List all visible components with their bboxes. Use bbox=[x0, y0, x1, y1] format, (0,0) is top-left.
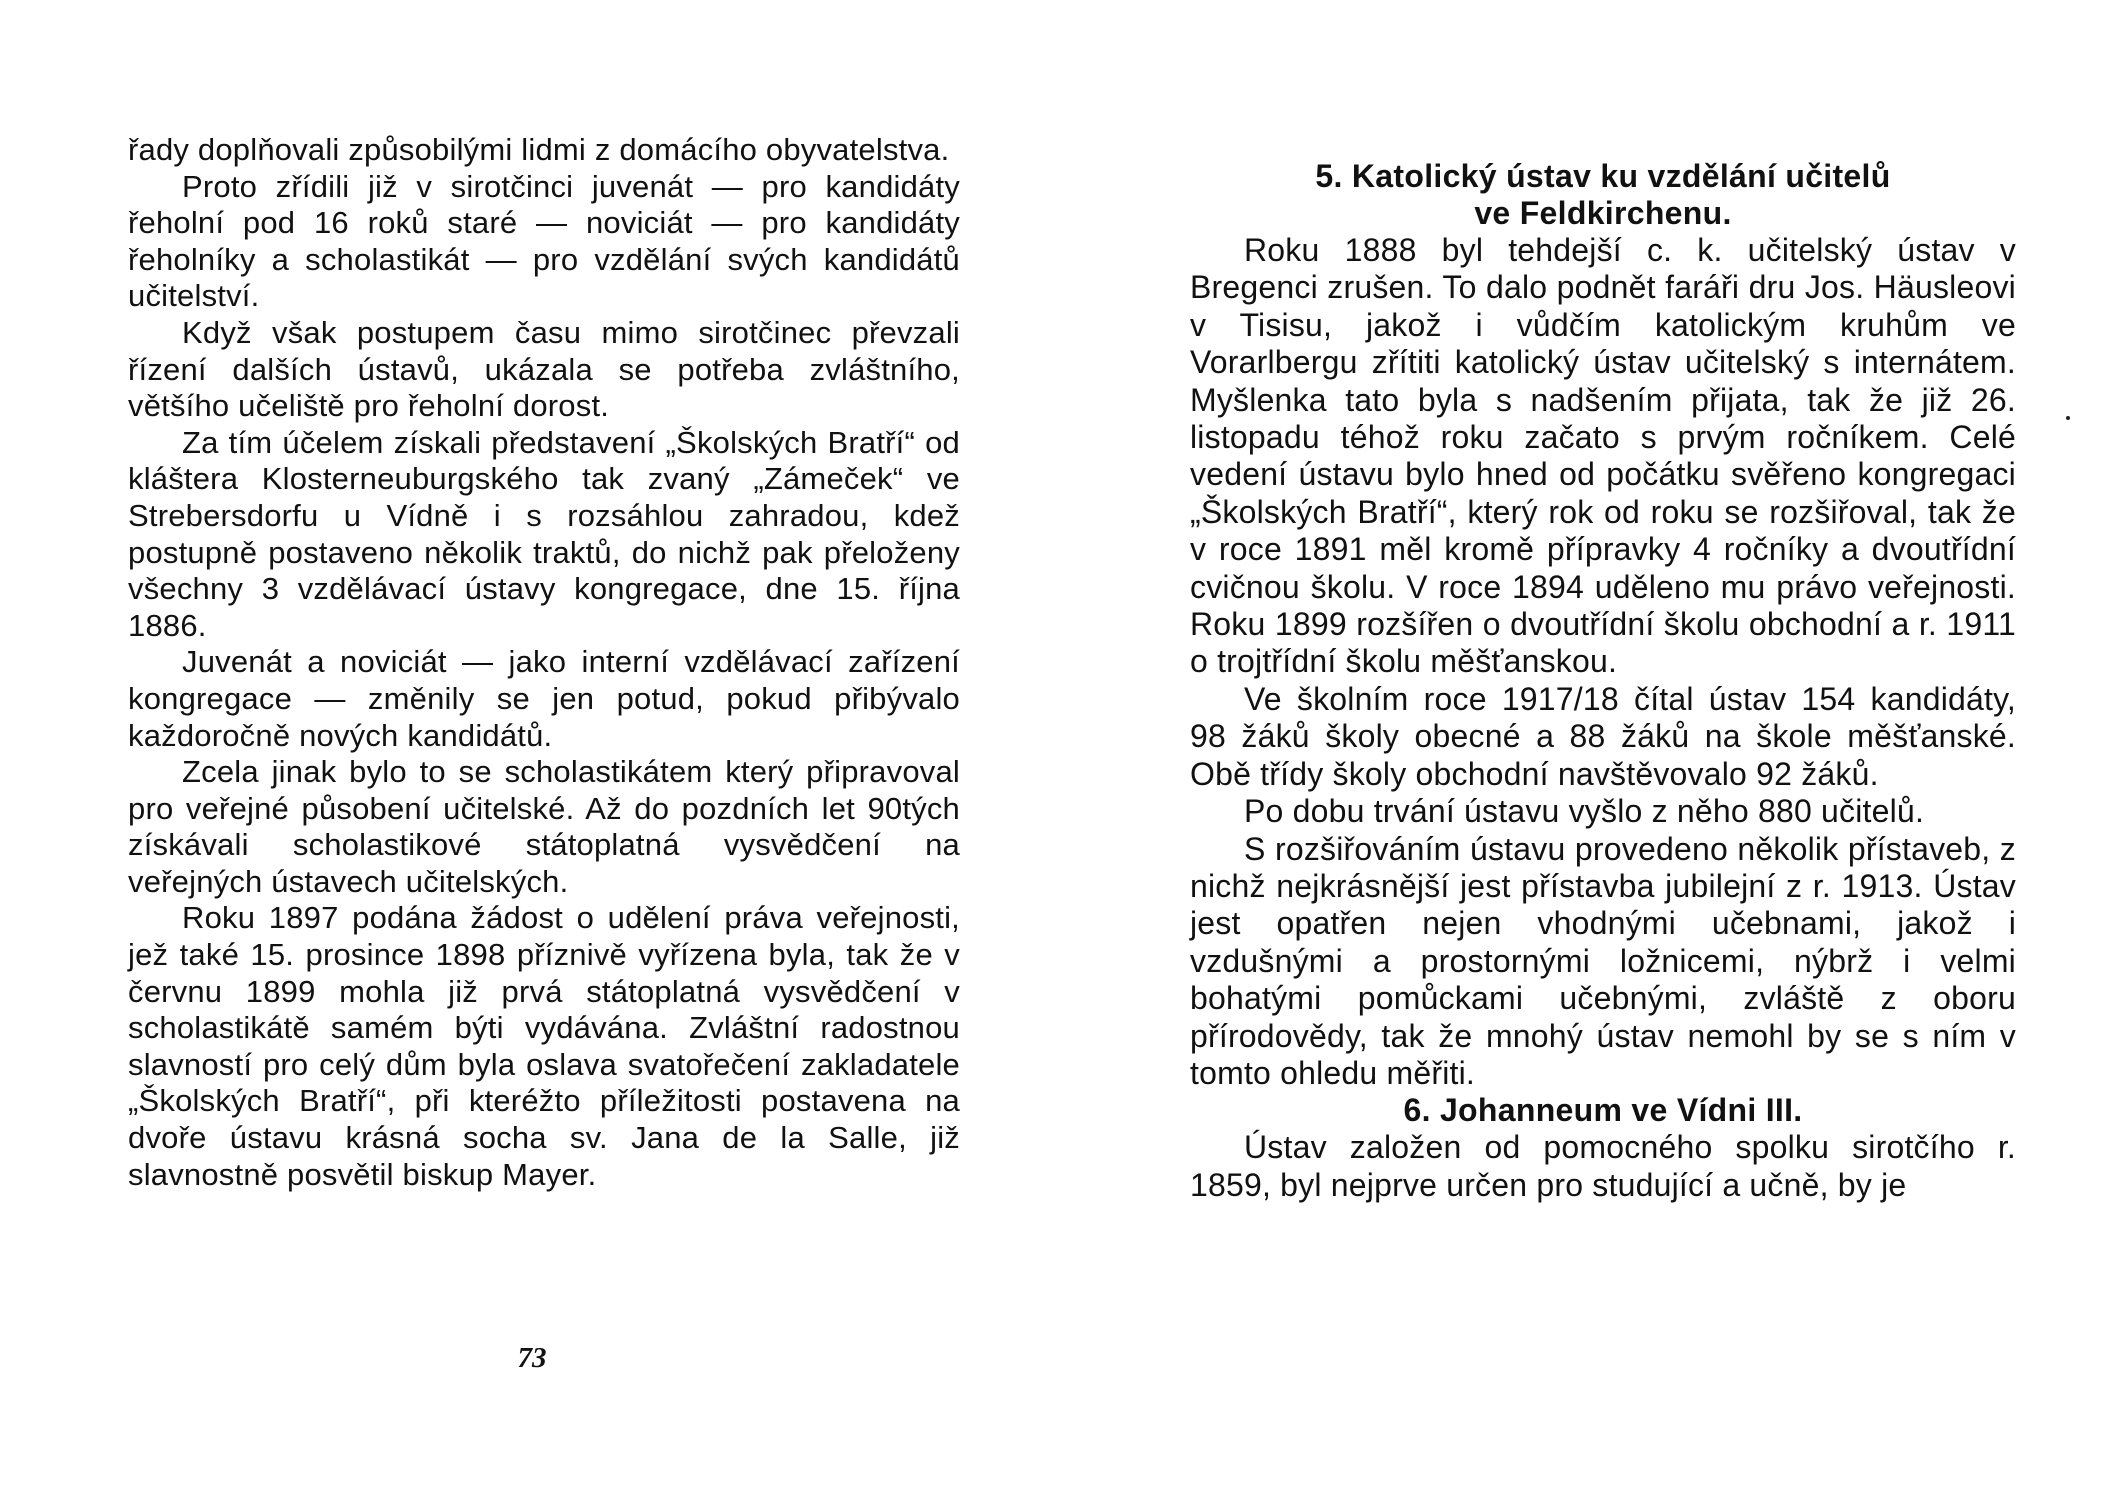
section-5-heading-line-1: 5. Katolický ústav ku vzdělání učitelů bbox=[1315, 158, 1891, 194]
right-page-text bbox=[1190, 158, 2016, 1204]
left-paragraph-7: Roku 1897 podána žádost o udělení práva veřejnosti, jež také 15. prosince 1898 příznivě vyřízena byla, tak že v červnu 1899 mohla již prvá státoplatná vysvědčení v scholastikátě samém býti vydávána. Zvláštní radostnou slavností pro celý dům byla oslava svatořečení zakladatele „Školských Bratří“, při kteréžto příležitosti postavena na dvoře ústavu krásná socha sv. Jana de la Salle, již slavnostně posvětil biskup Mayer. bbox=[128, 900, 960, 1192]
section-5-heading bbox=[1190, 158, 2016, 232]
left-paragraph-5: Juvenát a noviciát — jako interní vzdělávací zařízení kongregace — změnily se jen potud, pokud přibývalo každoročně nových kandidátů. bbox=[128, 644, 960, 753]
left-paragraph-4: Za tím účelem získali představení „Školských Bratří“ od kláštera Klosterneuburgského tak zvaný „Zámeček“ ve Strebersdorfu u Vídně i s rozsáhlou zahradou, kdež postupně postaveno několik traktů, do nichž pak přeloženy všechny 3 vzdělávací ústavy kongregace, dne 15. října 1886. bbox=[128, 424, 960, 643]
section-6-paragraph-1: Ústav založen od pomocného spolku sirotčího r. 1859, byl nejprve určen pro studující a učně, by je bbox=[1190, 1129, 2016, 1203]
left-paragraph-2: Proto zřídili již v sirotčinci juvenát — pro kandidáty řeholní pod 16 roků staré — noviciát — pro kandidáty řeholníky a scholastikát — pro vzdělání svých kandidátů učitelství. bbox=[128, 168, 960, 314]
print-speck bbox=[2066, 416, 2070, 420]
left-page-text bbox=[128, 132, 960, 1193]
page-number: 73 bbox=[517, 1342, 547, 1374]
left-paragraph-1: řady doplňovali způsobilými lidmi z domácího obyvatelstva. bbox=[128, 132, 950, 167]
section-6-heading: 6. Johanneum ve Vídni III. bbox=[1403, 1092, 1803, 1129]
left-paragraph-3: Když však postupem času mimo sirotčinec převzali řízení dalších ústavů, ukázala se potřeba zvláštního, většího učeliště pro řeholní dorost. bbox=[128, 314, 960, 424]
section-5-paragraph-1: Roku 1888 byl tehdejší c. k. učitelský ústav v Bregenci zrušen. To dalo podnět faráři dru Jos. Häusleovi v Tisisu, jakož i vůdčím katolickým kruhům ve Vorarlbergu zřítiti katolický ústav učitelský s internátem. Myšlenka tato byla s nadšením přijata, tak že již 26. listopadu téhož roku začato s prvým ročníkem. Celé vedení ústavu bylo hned od počátku svěřeno kongregaci „Školských Bratří“, který rok od roku se rozšiřoval, tak že v roce 1891 měl kromě přípravky 4 ročníky a dvoutřídní cvičnou školu. V roce 1894 uděleno mu právo veřejnosti. Roku 1899 rozšířen o dvoutřídní školu obchodní a r. 1911 o trojtřídní školu měšťanskou. bbox=[1190, 232, 2016, 680]
section-5-paragraph-4: S rozšiřováním ústavu provedeno několik přístaveb, z nichž nejkrásnější jest přístavba jubilejní z r. 1913. Ústav jest opatřen nejen vhodnými učebnami, jakož i vzdušnými a prostornými ložnicemi, nýbrž i velmi bohatými pomůckami učebnými, zvláště z oboru přírodovědy, tak že mnohý ústav nemohl by se s ním v tomto ohledu měřiti. bbox=[1190, 830, 2016, 1091]
left-paragraph-6: Zcela jinak bylo to se scholastikátem který připravoval pro veřejné působení učitelské. Až do pozdních let 90tých získávali scholastikové státoplatná vysvědčení na veřejných ústavech učitelských. bbox=[128, 754, 960, 899]
section-5-paragraph-2: Ve školním roce 1917/18 čítal ústav 154 kandidáty, 98 žáků školy obecné a 88 žáků na škole měšťanské. Obě třídy školy obchodní navštěvovalo 92 žáků. bbox=[1190, 680, 2016, 792]
section-5-heading-line-2: ve Feldkirchenu. bbox=[1474, 195, 1732, 231]
section-5-paragraph-3: Po dobu trvání ústavu vyšlo z něho 880 učitelů. bbox=[1244, 793, 1925, 830]
right-page bbox=[1064, 0, 2128, 1500]
